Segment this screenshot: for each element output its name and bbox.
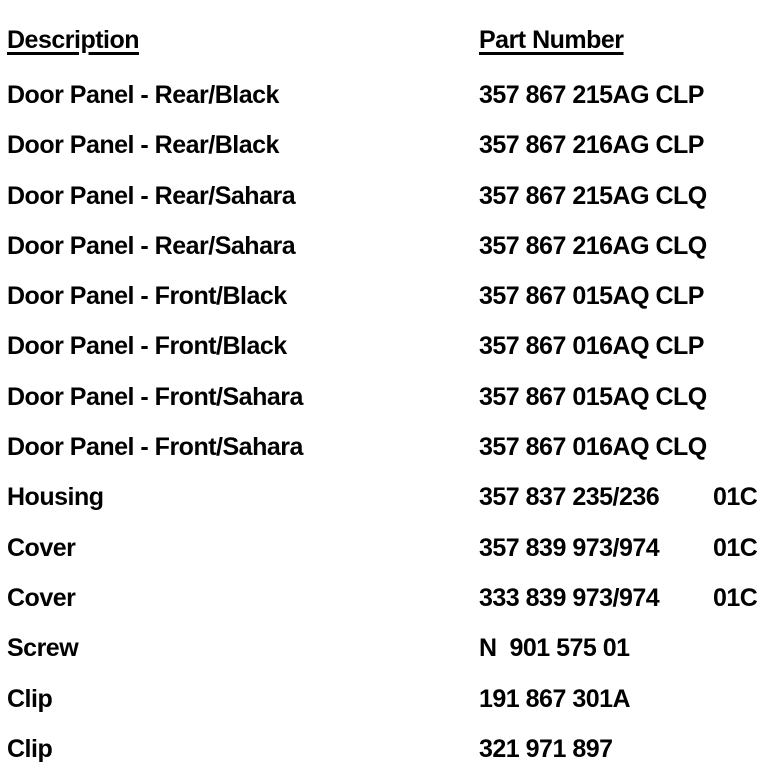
row-part-number: 357 839 973/974 xyxy=(479,533,660,562)
row-description: Housing xyxy=(7,483,104,512)
table-row xyxy=(0,578,768,628)
row-part-number: 357 867 215AG CLQ xyxy=(479,181,707,210)
table-row xyxy=(0,679,768,729)
table-row xyxy=(0,226,768,276)
table-row xyxy=(0,176,768,226)
table-row xyxy=(0,729,768,779)
table-row xyxy=(0,528,768,578)
table-row xyxy=(0,427,768,477)
row-part-number: 357 867 215AG CLP xyxy=(479,81,704,109)
row-part-number: 357 867 216AG CLP xyxy=(479,131,704,160)
row-part-number: 333 839 973/974 xyxy=(479,583,660,612)
row-description: Door Panel - Front/Sahara xyxy=(7,382,303,411)
row-description: Clip xyxy=(7,684,53,713)
row-description: Door Panel - Rear/Sahara xyxy=(7,231,296,260)
row-part-suffix: 01C xyxy=(713,583,758,612)
table-row xyxy=(0,125,768,175)
row-description: Cover xyxy=(7,583,76,612)
row-part-suffix: 01C xyxy=(713,483,758,512)
row-part-number: 321 971 897 xyxy=(479,734,613,763)
row-description: Door Panel - Rear/Black xyxy=(7,81,279,109)
row-description: Clip xyxy=(7,734,53,763)
row-part-number: 357 867 216AG CLQ xyxy=(479,231,707,260)
parts-table xyxy=(0,75,768,779)
row-part-number: 357 867 016AQ CLP xyxy=(479,332,704,361)
table-row xyxy=(0,477,768,527)
row-description: Cover xyxy=(7,533,76,562)
row-description: Screw xyxy=(7,634,79,663)
row-part-suffix: 01C xyxy=(713,533,758,562)
description-column-header: Description xyxy=(7,26,140,54)
row-description: Door Panel - Rear/Black xyxy=(7,131,279,160)
row-part-number: 357 867 015AQ CLQ xyxy=(479,382,707,411)
row-part-number: 357 867 016AQ CLQ xyxy=(479,433,707,462)
table-row xyxy=(0,326,768,376)
part-number-column-header: Part Number xyxy=(479,26,624,54)
table-row xyxy=(0,628,768,678)
row-description: Door Panel - Front/Black xyxy=(7,282,287,311)
table-row xyxy=(0,75,768,125)
row-part-number: 191 867 301A xyxy=(479,684,631,713)
row-part-number: 357 837 235/236 xyxy=(479,483,660,512)
row-description: Door Panel - Rear/Sahara xyxy=(7,181,296,210)
table-row xyxy=(0,377,768,427)
table-row xyxy=(0,276,768,326)
row-description: Door Panel - Front/Black xyxy=(7,332,287,361)
row-part-number: 357 867 015AQ CLP xyxy=(479,282,704,311)
row-part-number: N 901 575 01 xyxy=(479,634,630,663)
row-description: Door Panel - Front/Sahara xyxy=(7,433,303,462)
